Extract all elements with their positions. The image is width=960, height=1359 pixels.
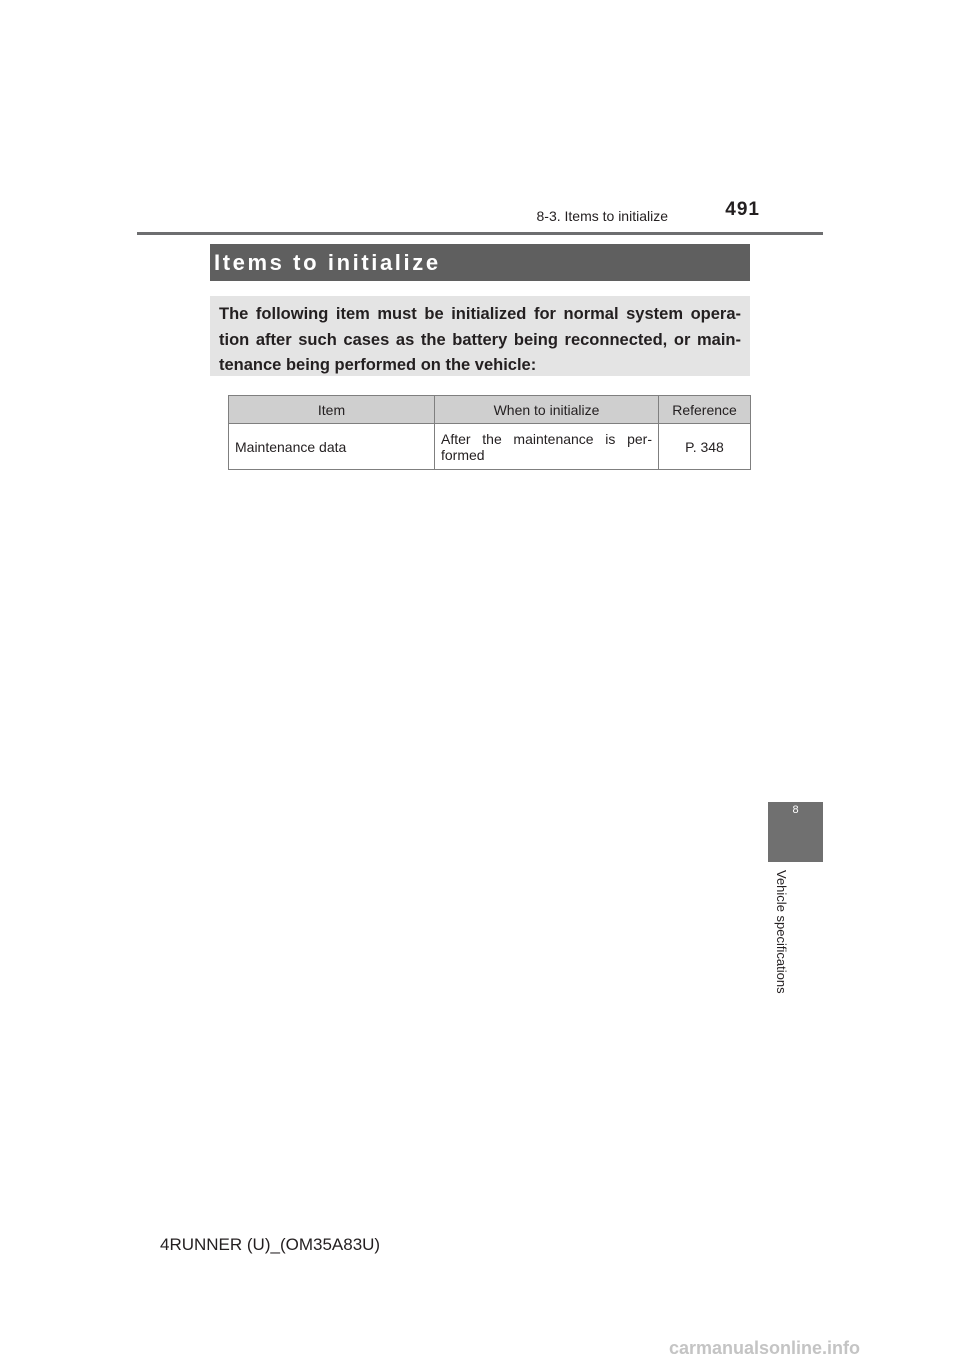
- table-row: [229, 424, 751, 470]
- intro-text: The following item must be initialized for normal system opera-tion after such cases as the battery being reconnected, or main-tenance being performed on the vehicle:: [219, 305, 741, 374]
- column-header-when: When to initialize: [435, 396, 659, 424]
- section-title: Items to initialize: [214, 250, 441, 275]
- initialize-table: [228, 395, 751, 470]
- cell-item: Maintenance data: [229, 424, 435, 470]
- page-number: 491: [725, 199, 760, 220]
- column-header-reference: Reference: [659, 396, 751, 424]
- header-section-title: 8-3. Items to initialize: [536, 208, 668, 224]
- cell-reference: P. 348: [659, 424, 751, 470]
- chapter-title-vertical: [772, 870, 790, 1008]
- cell-when-to-initialize: After the maintenance is per-formed: [435, 424, 659, 470]
- chapter-title: Vehicle specifications: [774, 870, 789, 994]
- section-banner: [210, 244, 750, 281]
- chapter-tab: [768, 802, 823, 862]
- column-header-item: Item: [229, 396, 435, 424]
- chapter-number: 8: [792, 804, 799, 816]
- watermark: carmanualsonline.info: [669, 1338, 861, 1358]
- header-divider: [137, 232, 823, 235]
- table-header-row: [229, 396, 751, 424]
- intro-box: [210, 296, 750, 376]
- footer-model-code: 4RUNNER (U)_(OM35A83U): [160, 1235, 381, 1254]
